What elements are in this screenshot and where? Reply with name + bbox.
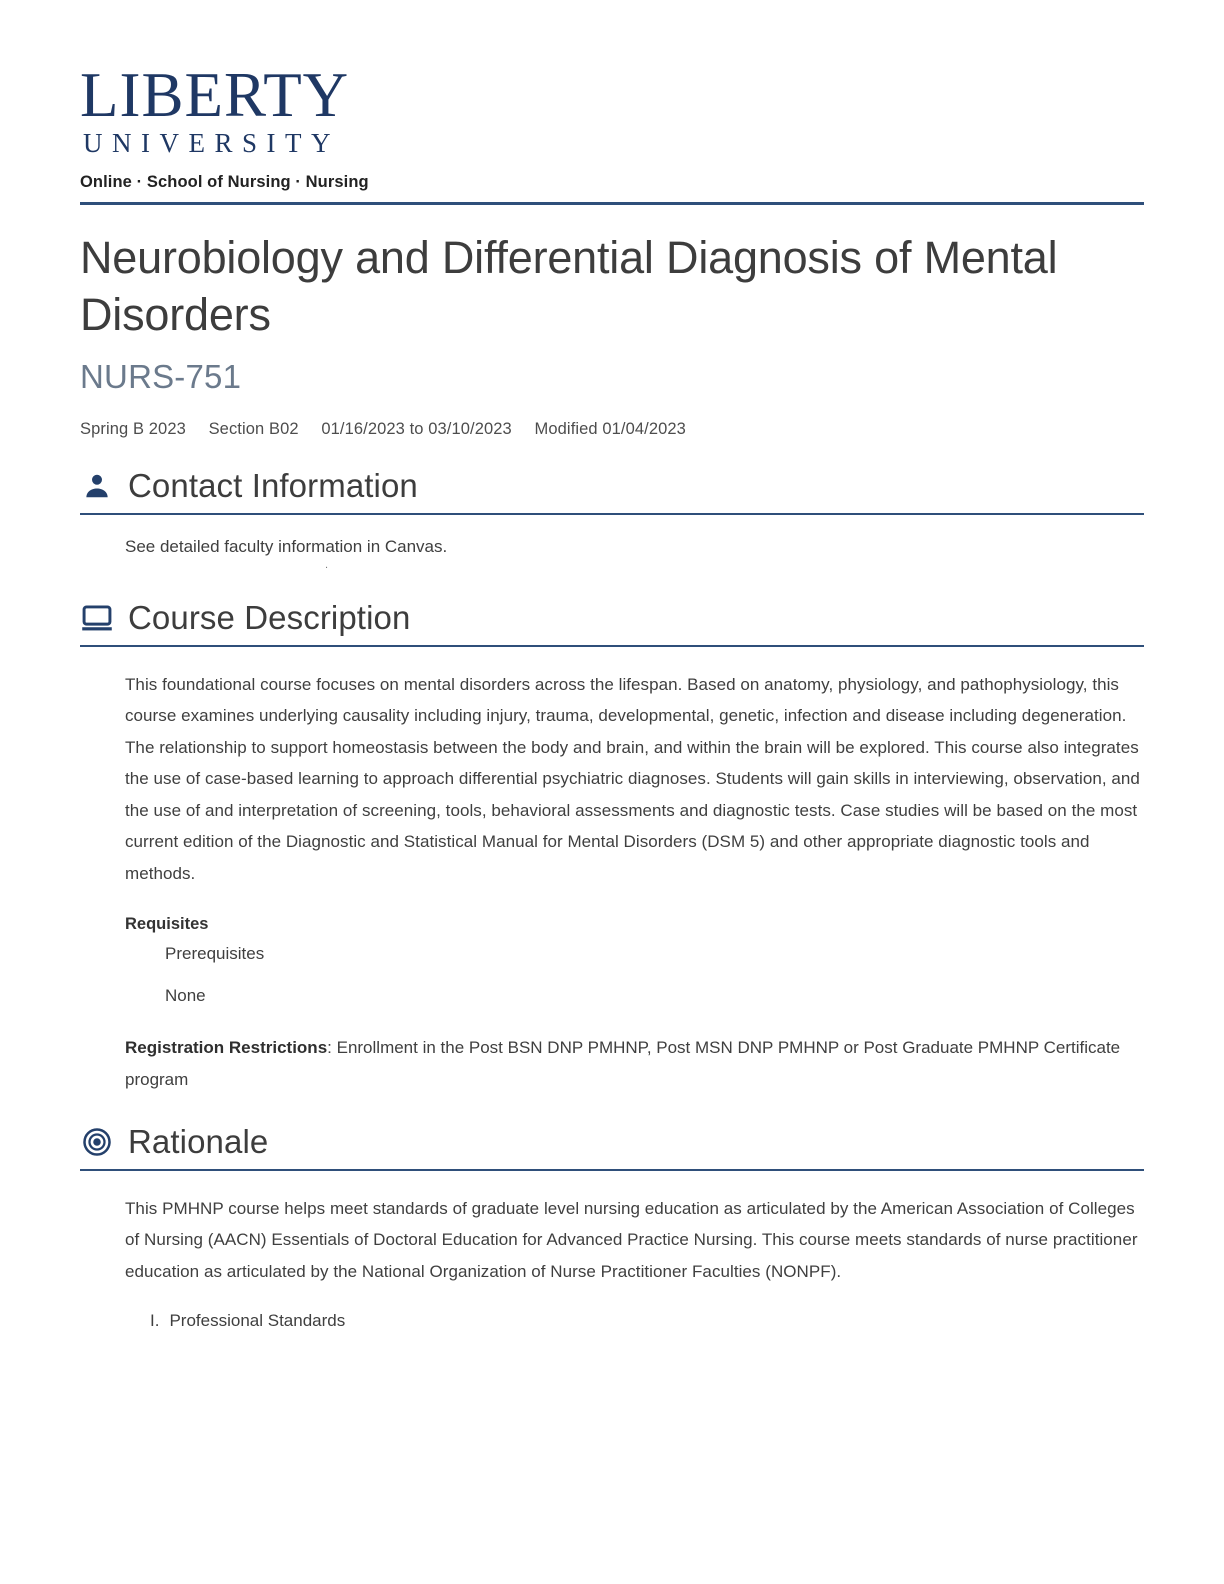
rationale-divider [80, 1169, 1144, 1171]
rationale-heading [80, 1123, 1144, 1167]
description-title: Course Description [128, 599, 411, 637]
logo-wordmark-university: UNIVERSITY [83, 127, 340, 158]
logo-wordmark-liberty: LIBERTY [80, 60, 350, 130]
course-code: NURS-751 [80, 358, 242, 396]
registration-restrictions-label: Registration Restrictions [125, 1038, 328, 1058]
registration-restrictions [125, 1032, 1144, 1095]
section-rationale [80, 1123, 1144, 1331]
rationale-list-item-number: I. [150, 1311, 160, 1331]
person-icon [80, 469, 114, 503]
contact-heading [80, 467, 1144, 511]
faculty-note: See detailed faculty information in Canvas. [125, 537, 448, 557]
breadcrumb: Online · School of Nursing · Nursing [80, 172, 369, 191]
page-title: Neurobiology and Differential Diagnosis of Mental Disorders [80, 231, 1058, 341]
requisites-label: Requisites [125, 915, 209, 934]
course-section: Section B02 [208, 420, 299, 439]
course-meta [80, 420, 1144, 439]
contact-trailing-dot: . [325, 559, 329, 572]
rationale-paragraph: This PMHNP course helps meet standards of graduate level nursing education as articulated by the American Association of Colleges of Nursing (AACN) Essentials of Doctoral Education for Advanced Practice Nursing. This course meets standards of nurse practitioner education as articulated by the National Organization of Nurse Practitioner Faculties (NONPF). [125, 1198, 1138, 1281]
prerequisites-value: None [165, 986, 206, 1006]
registration-restrictions-value: : Enrollment in the Post BSN DNP PMHNP, Post MSN DNP PMHNP or Post Graduate PMHNP Certificate program [125, 1038, 1121, 1089]
target-icon [80, 1125, 114, 1159]
description-paragraph: This foundational course focuses on mental disorders across the lifespan. Based on anatomy, physiology, and pathophysiology, this course examines underlying causality including injury, trauma, developmental, genetic, infection and disease including degeneration. The relationship to support homeostasis between the body and brain, and within the brain will be explored. This course also integrates the use of case-based learning to approach differential psychiatric diagnoses. Students will gain skills in interviewing, observation, and the use of and interpretation of screening, tools, behavioral assessments and diagnostic tests. Case studies will be based on the most current edition of the Diagnostic and Statistical Manual for Mental Disorders (DSM 5) and other appropriate diagnostic tools and methods. [125, 675, 1140, 883]
description-heading [80, 599, 1144, 643]
rationale-title: Rationale [128, 1122, 269, 1160]
header-divider [80, 202, 1144, 205]
rationale-list-item [150, 1311, 1144, 1331]
rationale-list-item-text: Professional Standards [169, 1311, 346, 1331]
section-course-description [80, 599, 1144, 1095]
liberty-university-logo [80, 60, 1144, 159]
section-contact-information [80, 467, 1144, 571]
course-term: Spring B 2023 [80, 420, 186, 439]
description-divider [80, 645, 1144, 647]
course-dates: 01/16/2023 to 03/10/2023 [321, 420, 512, 439]
course-modified: Modified 01/04/2023 [534, 420, 686, 439]
contact-divider [80, 513, 1144, 515]
monitor-icon [80, 601, 114, 635]
contact-title: Contact Information [128, 467, 418, 505]
prerequisites-label: Prerequisites [165, 944, 265, 964]
